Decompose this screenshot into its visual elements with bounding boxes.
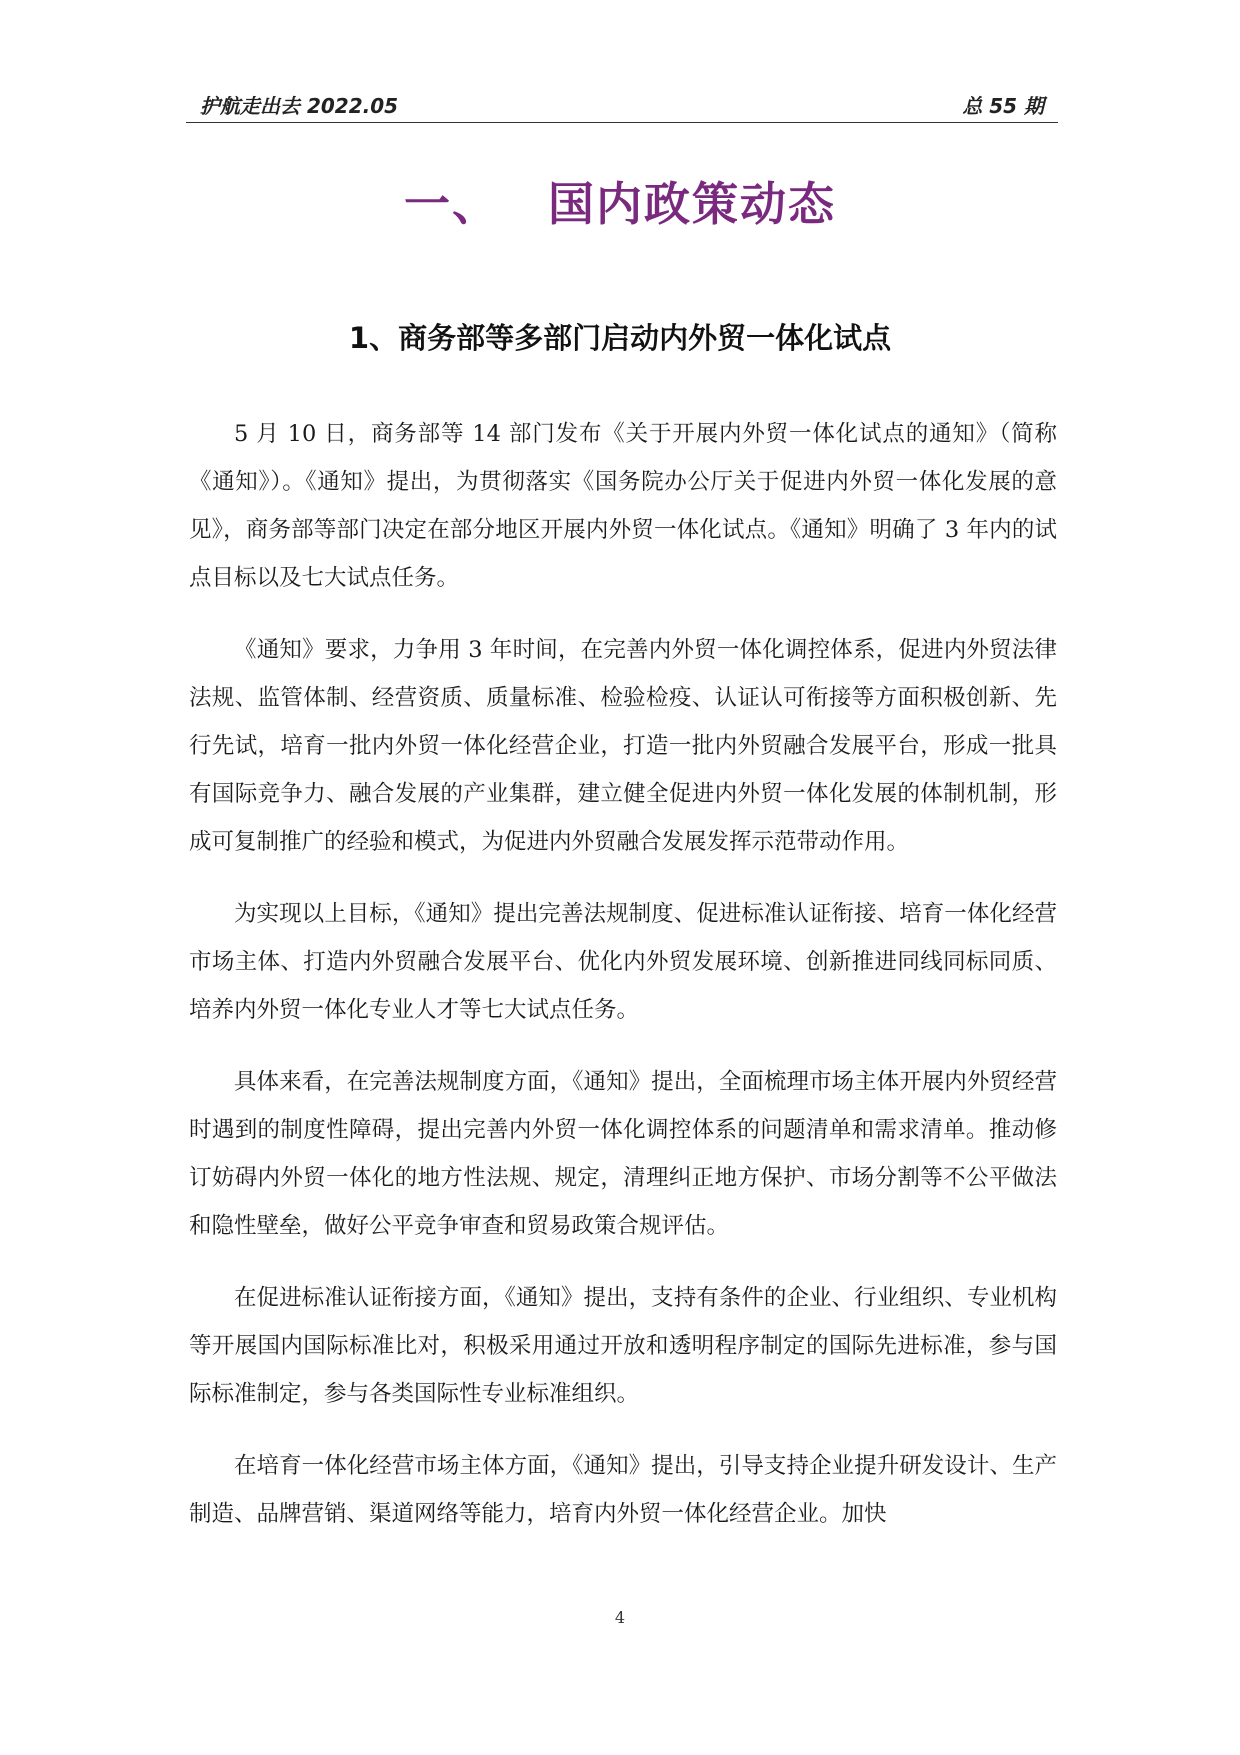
paragraph-6: 在培育一体化经营市场主体方面，《通知》提出，引导支持企业提升研发设计、生产制造、品牌营销、渠道网络等能力，培育内外贸一体化经营企业。加快 — [189, 1453, 1057, 1527]
header-issue: 总 55 期 — [962, 94, 1044, 118]
paragraph-3: 为实现以上目标，《通知》提出完善法规制度、促进标准认证衔接、培育一体化经营市场主体、打造内外贸融合发展平台、优化内外贸发展环境、创新推进同线同标同质、培养内外贸一体化专业人才等七大试点任务。 — [189, 901, 1057, 1023]
article-body — [189, 410, 1057, 1562]
paragraph-5: 在促进标准认证衔接方面，《通知》提出，支持有条件的企业、行业组织、专业机构等开展国内国际标准比对，积极采用通过开放和透明程序制定的国际先进标准，参与国际标准制定，参与各类国际性专业标准组织。 — [189, 1285, 1057, 1407]
section-number: 一、 — [404, 177, 500, 231]
paragraph-2: 《通知》要求，力争用 3 年时间，在完善内外贸一体化调控体系，促进内外贸法律法规、监管体制、经营资质、质量标准、检验检疫、认证认可衔接等方面积极创新、先行先试，培育一批内外贸一体化经营企业，打造一批内外贸融合发展平台，形成一批具有国际竞争力、融合发展的产业集群，建立健全促进内外贸一体化发展的体制机制，形成可复制推广的经验和模式，为促进内外贸融合发展发挥示范带动作用。 — [189, 637, 1057, 855]
paragraph-4: 具体来看，在完善法规制度方面，《通知》提出，全面梳理市场主体开展内外贸经营时遇到的制度性障碍，提出完善内外贸一体化调控体系的问题清单和需求清单。推动修订妨碍内外贸一体化的地方性法规、规定，清理纠正地方保护、市场分割等不公平做法和隐性壁垒，做好公平竞争审查和贸易政策合规评估。 — [189, 1069, 1057, 1239]
page-header — [186, 86, 1058, 123]
article-title: 1、商务部等多部门启动内外贸一体化试点 — [348, 321, 892, 355]
section-title — [0, 168, 1240, 234]
section-title-text: 国内政策动态 — [548, 177, 836, 231]
paragraph-1: 5 月 10 日，商务部等 14 部门发布《关于开展内外贸一体化试点的通知》（简称《通知》）。《通知》提出，为贯彻落实《国务院办公厅关于促进内外贸一体化发展的意见》，商务部等部门决定在部分地区开展内外贸一体化试点。《通知》明确了 3 年内的试点目标以及七大试点任务。 — [189, 421, 1057, 591]
page-number: 4 — [614, 1608, 626, 1627]
header-publication: 护航走出去 2022.05 — [200, 94, 399, 118]
